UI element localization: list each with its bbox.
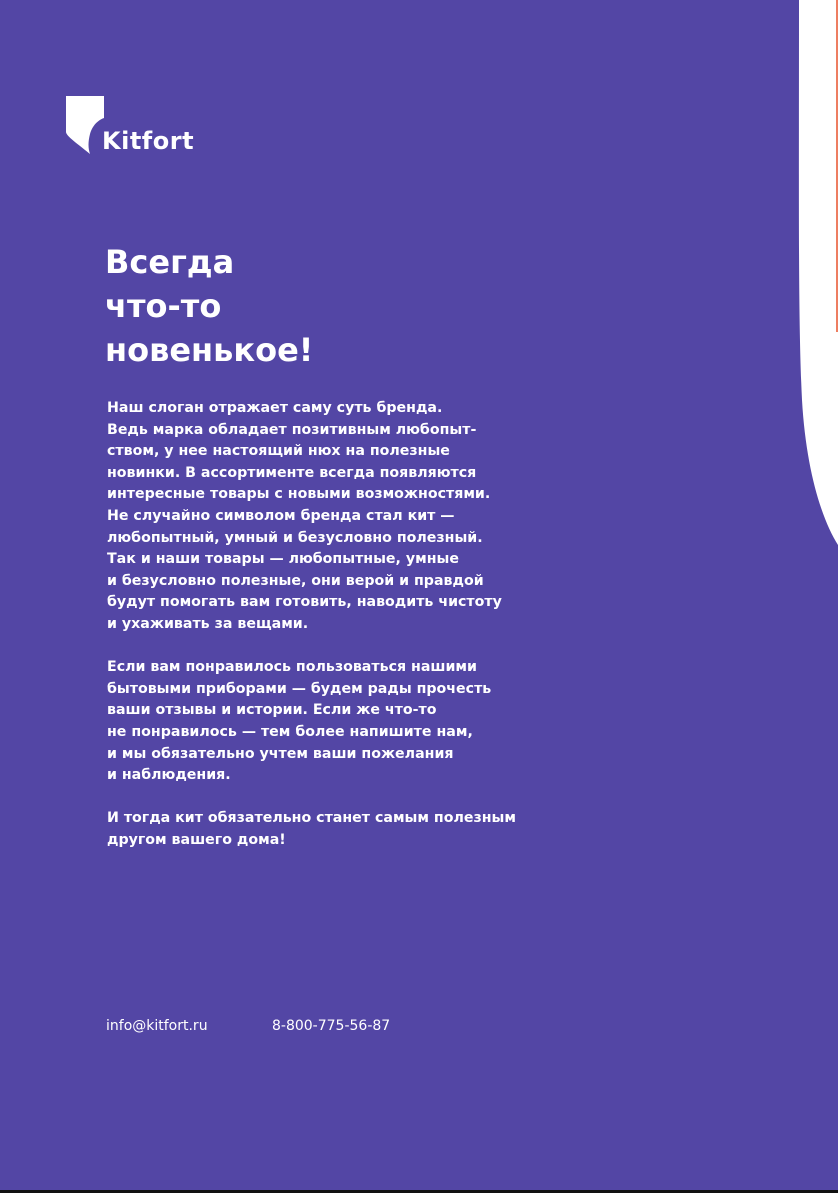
- text-line: Если вам понравилось пользоваться нашими: [107, 659, 477, 676]
- text-line: новинки. В ассортименте всегда появляются: [107, 464, 477, 481]
- text-line: и наблюдения.: [107, 767, 231, 784]
- headline-line: новенькое!: [105, 331, 314, 369]
- paragraph-feedback: [107, 657, 577, 787]
- text-line: интересные товары с новыми возможностями.: [107, 486, 491, 503]
- text-line: и мы обязательно учтем ваши пожелания: [107, 745, 454, 762]
- text-line: любопытный, умный и безусловно полезный.: [107, 529, 483, 546]
- text-line: не понравилось — тем более напишите нам,: [107, 723, 473, 740]
- brand-name: Kitfort: [102, 127, 195, 155]
- text-line: ством, у нее настоящий нюх на полезные: [107, 443, 450, 460]
- paragraph-closing: [107, 808, 577, 851]
- body-text: [107, 398, 577, 873]
- text-line: будут помогать вам готовить, наводить чистоту: [107, 594, 502, 611]
- kitfort-logo: [64, 96, 194, 154]
- text-line: Не случайно символом бренда стал кит —: [107, 507, 455, 524]
- text-line: и безусловно полезные, они верой и правдой: [107, 572, 484, 589]
- headline-line: Всегда: [105, 243, 235, 281]
- paragraph-brand: [107, 398, 577, 636]
- text-line: другом вашего дома!: [107, 831, 286, 848]
- text-line: Так и наши товары — любопытные, умные: [107, 551, 459, 568]
- contacts: [106, 1018, 391, 1034]
- text-line: и ухаживать за вещами.: [107, 615, 309, 632]
- text-line: Ведь марка обладает позитивным любопыт-: [107, 421, 477, 438]
- text-line: бытовыми приборами — будем рады прочесть: [107, 680, 492, 697]
- headline-line: что-то: [105, 287, 222, 325]
- email-link[interactable]: info@kitfort.ru: [106, 1018, 208, 1034]
- text-line: ваши отзывы и истории. Если же что-то: [107, 702, 437, 719]
- text-line: Наш слоган отражает саму суть бренда.: [107, 400, 443, 416]
- text-line: И тогда кит обязательно станет самым полезным: [107, 810, 516, 827]
- phone-number[interactable]: 8-800-775-56-87: [272, 1018, 391, 1034]
- headline: [105, 240, 313, 372]
